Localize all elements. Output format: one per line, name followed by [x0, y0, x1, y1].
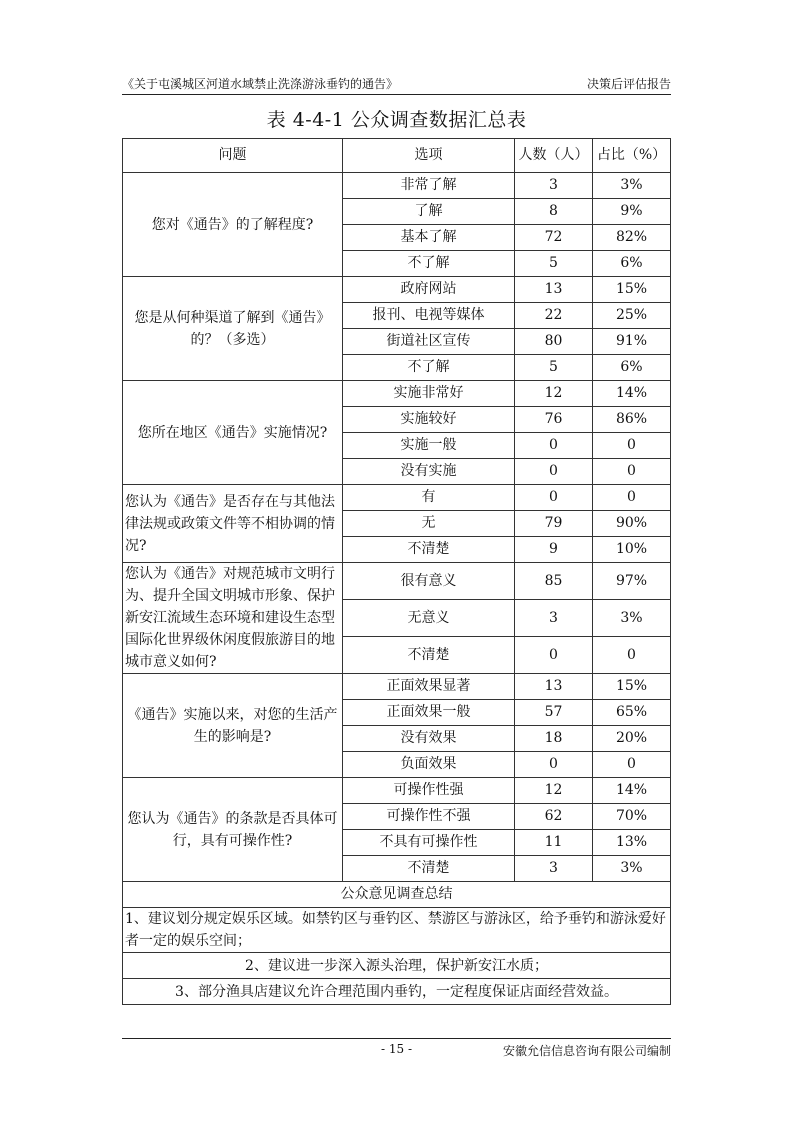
count-cell: 0	[515, 459, 593, 485]
summary-item: 3、部分渔具店建议允许合理范围内垂钓，一定程度保证店面经营效益。	[123, 979, 671, 1005]
table-row	[123, 485, 671, 511]
header-report-type: 决策后评估报告	[586, 77, 671, 91]
count-cell: 13	[515, 674, 593, 700]
option-cell: 可操作性不强	[343, 804, 515, 830]
summary-row	[123, 953, 671, 979]
question-cell: 您所在地区《通告》实施情况?	[123, 381, 343, 485]
option-cell: 没有实施	[343, 459, 515, 485]
percent-cell: 9%	[593, 199, 671, 225]
option-cell: 了解	[343, 199, 515, 225]
column-header: 人数（人）	[515, 139, 593, 173]
count-cell: 0	[515, 485, 593, 511]
count-cell: 79	[515, 511, 593, 537]
percent-cell: 0	[593, 752, 671, 778]
count-cell: 72	[515, 225, 593, 251]
question-cell: 您认为《通告》对规范城市文明行为、提升全国文明城市形象、保护新安江流域生态环境和建设生态型国际化世界级休闲度假旅游目的地城市意义如何?	[123, 563, 343, 674]
percent-cell: 82%	[593, 225, 671, 251]
percent-cell: 13%	[593, 830, 671, 856]
percent-cell: 86%	[593, 407, 671, 433]
summary-row	[123, 979, 671, 1005]
table-header-row	[123, 139, 671, 173]
table-row	[123, 778, 671, 804]
option-cell: 无	[343, 511, 515, 537]
option-cell: 不了解	[343, 355, 515, 381]
page-number: - 15 -	[380, 1042, 412, 1056]
percent-cell: 6%	[593, 355, 671, 381]
count-cell: 5	[515, 355, 593, 381]
option-cell: 政府网站	[343, 277, 515, 303]
table-row	[123, 173, 671, 199]
count-cell: 13	[515, 277, 593, 303]
count-cell: 12	[515, 778, 593, 804]
percent-cell: 90%	[593, 511, 671, 537]
percent-cell: 3%	[593, 600, 671, 637]
count-cell: 9	[515, 537, 593, 563]
survey-table	[122, 138, 671, 1005]
table-row	[123, 381, 671, 407]
percent-cell: 14%	[593, 778, 671, 804]
option-cell: 实施非常好	[343, 381, 515, 407]
count-cell: 11	[515, 830, 593, 856]
percent-cell: 15%	[593, 277, 671, 303]
option-cell: 负面效果	[343, 752, 515, 778]
table-row	[123, 277, 671, 303]
count-cell: 80	[515, 329, 593, 355]
count-cell: 3	[515, 856, 593, 882]
option-cell: 街道社区宣传	[343, 329, 515, 355]
option-cell: 报刊、电视等媒体	[343, 303, 515, 329]
option-cell: 不具有可操作性	[343, 830, 515, 856]
option-cell: 有	[343, 485, 515, 511]
option-cell: 非常了解	[343, 173, 515, 199]
count-cell: 3	[515, 173, 593, 199]
column-header: 占比（%）	[593, 139, 671, 173]
summary-title-row	[123, 882, 671, 908]
percent-cell: 6%	[593, 251, 671, 277]
footer-divider	[122, 1038, 671, 1039]
percent-cell: 25%	[593, 303, 671, 329]
option-cell: 不了解	[343, 251, 515, 277]
percent-cell: 0	[593, 637, 671, 674]
column-header: 选项	[343, 139, 515, 173]
option-cell: 不清楚	[343, 637, 515, 674]
question-cell: 您认为《通告》的条款是否具体可行，具有可操作性?	[123, 778, 343, 882]
option-cell: 实施较好	[343, 407, 515, 433]
summary-row	[123, 908, 671, 953]
question-cell: 您对《通告》的了解程度?	[123, 173, 343, 277]
percent-cell: 0	[593, 433, 671, 459]
column-header: 问题	[123, 139, 343, 173]
page-header	[122, 74, 671, 92]
count-cell: 62	[515, 804, 593, 830]
question-cell: 《通告》实施以来，对您的生活产生的影响是?	[123, 674, 343, 778]
count-cell: 0	[515, 433, 593, 459]
percent-cell: 70%	[593, 804, 671, 830]
count-cell: 76	[515, 407, 593, 433]
option-cell: 可操作性强	[343, 778, 515, 804]
count-cell: 22	[515, 303, 593, 329]
table-row	[123, 563, 671, 600]
count-cell: 18	[515, 726, 593, 752]
percent-cell: 14%	[593, 381, 671, 407]
percent-cell: 0	[593, 459, 671, 485]
percent-cell: 15%	[593, 674, 671, 700]
count-cell: 8	[515, 199, 593, 225]
option-cell: 无意义	[343, 600, 515, 637]
percent-cell: 3%	[593, 856, 671, 882]
footer-company: 安徽允信信息咨询有限公司编制	[502, 1044, 671, 1058]
percent-cell: 97%	[593, 563, 671, 600]
count-cell: 0	[515, 752, 593, 778]
question-cell: 您认为《通告》是否存在与其他法律法规或政策文件等不相协调的情况?	[123, 485, 343, 563]
option-cell: 基本了解	[343, 225, 515, 251]
question-cell: 您是从何种渠道了解到《通告》的？（多选）	[123, 277, 343, 381]
option-cell: 实施一般	[343, 433, 515, 459]
percent-cell: 10%	[593, 537, 671, 563]
count-cell: 0	[515, 637, 593, 674]
summary-title: 公众意见调查总结	[123, 882, 671, 908]
percent-cell: 0	[593, 485, 671, 511]
table-title: 表 4-4-1 公众调查数据汇总表	[266, 109, 527, 131]
header-document-title: 《关于屯溪城区河道水域禁止洗涤游泳垂钓的通告》	[122, 77, 399, 91]
count-cell: 12	[515, 381, 593, 407]
option-cell: 不清楚	[343, 537, 515, 563]
percent-cell: 91%	[593, 329, 671, 355]
header-divider	[122, 94, 671, 95]
count-cell: 5	[515, 251, 593, 277]
count-cell: 57	[515, 700, 593, 726]
table-row	[123, 674, 671, 700]
summary-item: 2、建议进一步深入源头治理，保护新安江水质；	[123, 953, 671, 979]
count-cell: 85	[515, 563, 593, 600]
count-cell: 3	[515, 600, 593, 637]
option-cell: 不清楚	[343, 856, 515, 882]
summary-item: 1、建议划分规定娱乐区域。如禁钓区与垂钓区、禁游区与游泳区，给予垂钓和游泳爱好者一定的娱乐空间；	[123, 908, 671, 953]
percent-cell: 3%	[593, 173, 671, 199]
percent-cell: 65%	[593, 700, 671, 726]
option-cell: 很有意义	[343, 563, 515, 600]
percent-cell: 20%	[593, 726, 671, 752]
option-cell: 正面效果显著	[343, 674, 515, 700]
option-cell: 正面效果一般	[343, 700, 515, 726]
option-cell: 没有效果	[343, 726, 515, 752]
